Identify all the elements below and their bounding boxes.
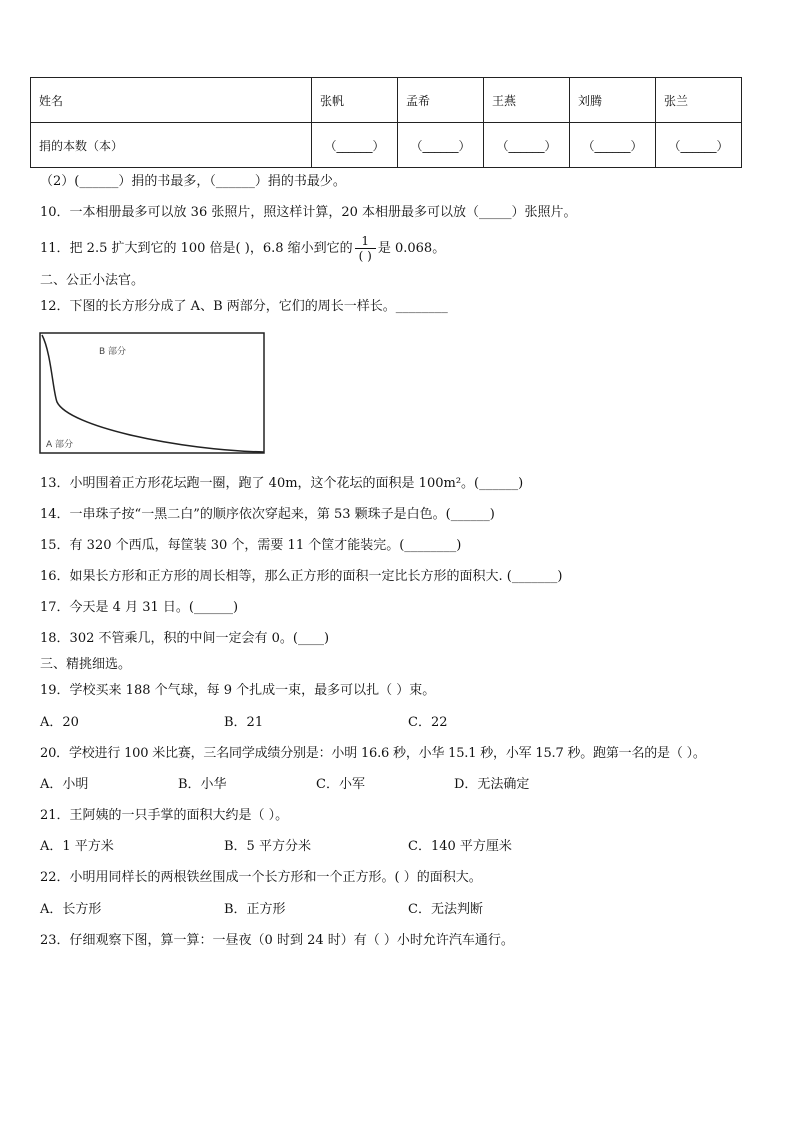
option-a[interactable]: A．长方形 [40, 902, 102, 917]
question-19: 19．学校买来 188 个气球，每 9 个扎成一束，最多可以扎（ ）束。 [40, 683, 436, 698]
rectangle-outline [40, 333, 264, 453]
question-20: 20．学校进行 100 米比赛，三名同学成绩分别是：小明 16.6 秒，小华 15.1 秒，小军 15.7 秒。跑第一名的是（ ）。 [40, 746, 706, 761]
question-2: （2）(______）捐的书最多，（______）捐的书最少。 [40, 174, 346, 189]
option-b[interactable]: B．正方形 [224, 902, 286, 917]
table-header-cell: 孟希 [398, 78, 484, 123]
question-23: 23．仔细观察下图，算一算：一昼夜（0 时到 24 时）有（ ）小时允许汽车通行。 [40, 933, 514, 948]
answer-blank[interactable]: （______） [398, 123, 484, 168]
rectangle-figure [39, 332, 267, 456]
option-d[interactable]: D．无法确定 [454, 777, 530, 792]
option-a[interactable]: A．20 [40, 715, 79, 730]
label-a: A 部分 [46, 440, 74, 450]
table-header-cell: 姓名 [31, 78, 312, 123]
question-11 [40, 234, 445, 264]
fraction [355, 234, 376, 263]
question-16: 16．如果长方形和正方形的周长相等，那么正方形的面积一定比长方形的面积大. (_______) [40, 569, 563, 584]
answer-blank[interactable]: （______） [570, 123, 656, 168]
label-b: B 部分 [99, 347, 127, 357]
table-header-cell: 张帆 [312, 78, 398, 123]
option-a[interactable]: A．小明 [40, 777, 89, 792]
question-13: 13．小明围着正方形花坛跑一圈，跑了 40m，这个花坛的面积是 100m²。(______) [40, 476, 524, 491]
question-10: 10．一本相册最多可以放 36 张照片，照这样计算，20 本相册最多可以放（_____）张照片。 [40, 205, 577, 220]
answer-blank[interactable]: （______） [484, 123, 570, 168]
table-row-label: 捐的本数（本） [31, 123, 312, 168]
question-17: 17．今天是 4 月 31 日。(______) [40, 600, 239, 615]
question-12: 12．下图的长方形分成了 A、B 两部分，它们的周长一样长。________ [40, 299, 448, 314]
question-21: 21．王阿姨的一只手掌的面积大约是（ ）。 [40, 808, 289, 823]
fraction-denominator: ( ) [358, 249, 372, 263]
table-row [31, 123, 742, 168]
donation-table [30, 77, 742, 168]
option-c[interactable]: C．无法判断 [408, 902, 483, 917]
answer-blank[interactable]: （______） [656, 123, 742, 168]
question-18: 18．302 不管乘几，积的中间一定会有 0。(____) [40, 631, 330, 646]
question-14: 14．一串珠子按“一黑二白”的顺序依次穿起来，第 53 颗珠子是白色。(______) [40, 507, 495, 522]
option-a[interactable]: A．1 平方米 [40, 839, 114, 854]
table-row [31, 78, 742, 123]
table-header-cell: 王燕 [484, 78, 570, 123]
option-c[interactable]: C．140 平方厘米 [408, 839, 512, 854]
fraction-numerator: 1 [355, 234, 376, 249]
section-2-heading: 二、公正小法官。 [40, 273, 145, 288]
section-3-heading: 三、精挑细选。 [40, 657, 132, 672]
table-header-cell: 张兰 [656, 78, 742, 123]
answer-blank[interactable]: （______） [312, 123, 398, 168]
option-b[interactable]: B．小华 [178, 777, 227, 792]
option-b[interactable]: B．21 [224, 715, 264, 730]
option-c[interactable]: C．小军 [316, 777, 365, 792]
question-11-text-end: 是 0.068。 [377, 241, 446, 256]
question-11-text: 11．把 2.5 扩大到它的 100 倍是( )，6.8 缩小到它的 [40, 241, 353, 256]
question-15: 15．有 320 个西瓜，每筐装 30 个，需要 11 个筐才能装完。(________) [40, 538, 462, 553]
option-b[interactable]: B．5 平方分米 [224, 839, 311, 854]
table-header-cell: 刘腾 [570, 78, 656, 123]
option-c[interactable]: C．22 [408, 715, 448, 730]
question-22: 22．小明用同样长的两根铁丝围成一个长方形和一个正方形。( ）的面积大。 [40, 870, 482, 885]
